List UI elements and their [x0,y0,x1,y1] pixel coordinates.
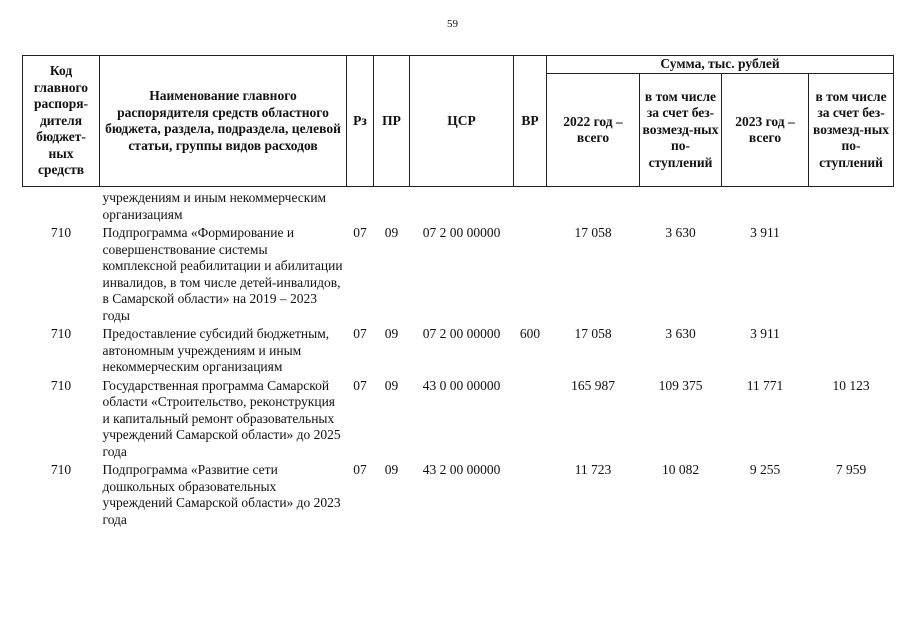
cell-rz: 07 [353,377,367,393]
cell-2022-total: 11 723 [574,462,612,477]
cell-code: 710 [50,326,72,341]
cell-2022-free: 109 375 [658,377,703,393]
table-row [23,225,894,326]
cell-2022-free: 3 630 [665,326,696,341]
cell-2023-total: 3 911 [750,225,780,240]
header-pr: ПР [374,56,410,187]
cell-name: учреждениям и иным некоммерческим организациям [102,190,327,222]
header-sum: Сумма, тыс. рублей [547,56,894,74]
cell-name: Государственная программа Самарской области «Строительство, реконструкция и капитальный ремонт образовательных учреждений Самарской области» до 2025 года [102,377,341,459]
cell-2023-total: 3 911 [750,326,780,341]
cell-vr [514,225,547,326]
cell-vr [514,462,547,530]
cell-2023-free: 7 959 [835,462,867,477]
cell-2022-total: 165 987 [571,377,615,393]
cell-2023-free [809,225,894,326]
cell-2023-free [809,326,894,378]
table-body [23,187,894,531]
table-row [23,187,894,226]
table-row [23,326,894,378]
cell-code: 710 [50,462,72,477]
header-csr: ЦСР [410,56,514,187]
cell-2022-total: 17 058 [574,326,612,341]
budget-table [22,55,894,530]
table-row [23,378,894,463]
cell-pr: 09 [384,326,399,341]
cell-code: 710 [50,377,72,393]
page-number: 59 [447,18,458,30]
header-2023-free: в том числе за счет без-возмезд-ных по-ступлений [809,74,894,187]
cell-name: Подпрограмма «Развитие сети дошкольных образовательных учреждений Самарской области» до 2023 года [102,462,341,527]
cell-code [23,187,100,226]
cell-rz: 07 [353,326,367,341]
cell-name: Подпрограмма «Формирование и совершенствование системы комплексной реабилитации и абилитации инвалидов, в том числе детей-инвалидов, в Самарской области» на 2019 – 2023 годы [102,225,343,323]
cell-2022-free [640,187,722,226]
cell-2023-total: 11 771 [746,377,784,393]
cell-2023-total [722,187,809,226]
cell-rz [347,187,374,226]
header-2022-total: 2022 год – всего [547,74,640,187]
cell-2023-free: 10 123 [832,377,870,393]
cell-pr: 09 [384,462,399,477]
header-name: Наименование главного распорядителя средств областного бюджета, раздела, подраздела, целевой статьи, группы видов расходов [100,56,347,187]
cell-vr: 600 [519,326,541,341]
cell-rz: 07 [353,225,367,240]
cell-2022-total: 17 058 [574,225,612,240]
cell-csr: 07 2 00 00000 [422,326,501,341]
cell-csr: 43 2 00 00000 [422,462,501,477]
cell-pr: 09 [384,377,399,393]
cell-2023-free [809,187,894,226]
header-vr: ВР [514,56,547,187]
cell-csr: 07 2 00 00000 [422,225,501,240]
cell-csr [410,187,514,226]
header-2023-total: 2023 год – всего [722,74,809,187]
cell-vr [514,378,547,463]
header-2022-free: в том числе за счет без-возмезд-ных по-ступлений [640,74,722,187]
cell-rz: 07 [353,462,367,477]
cell-name: Предоставление субсидий бюджетным, автономным учреждениям и иным некоммерческим организациям [102,326,330,374]
cell-2022-free: 3 630 [665,225,696,240]
cell-2022-free: 10 082 [661,462,700,477]
cell-pr: 09 [384,225,399,240]
cell-2022-total [547,187,640,226]
header-code: Код главного распоря-дителя бюджет-ных средств [23,56,100,187]
cell-code: 710 [50,225,72,240]
table-row [23,462,894,530]
cell-vr [514,187,547,226]
cell-2023-total: 9 255 [749,462,781,477]
table-header [23,56,894,187]
cell-csr: 43 0 00 00000 [422,377,501,393]
header-rz: Рз [347,56,374,187]
cell-pr [374,187,410,226]
